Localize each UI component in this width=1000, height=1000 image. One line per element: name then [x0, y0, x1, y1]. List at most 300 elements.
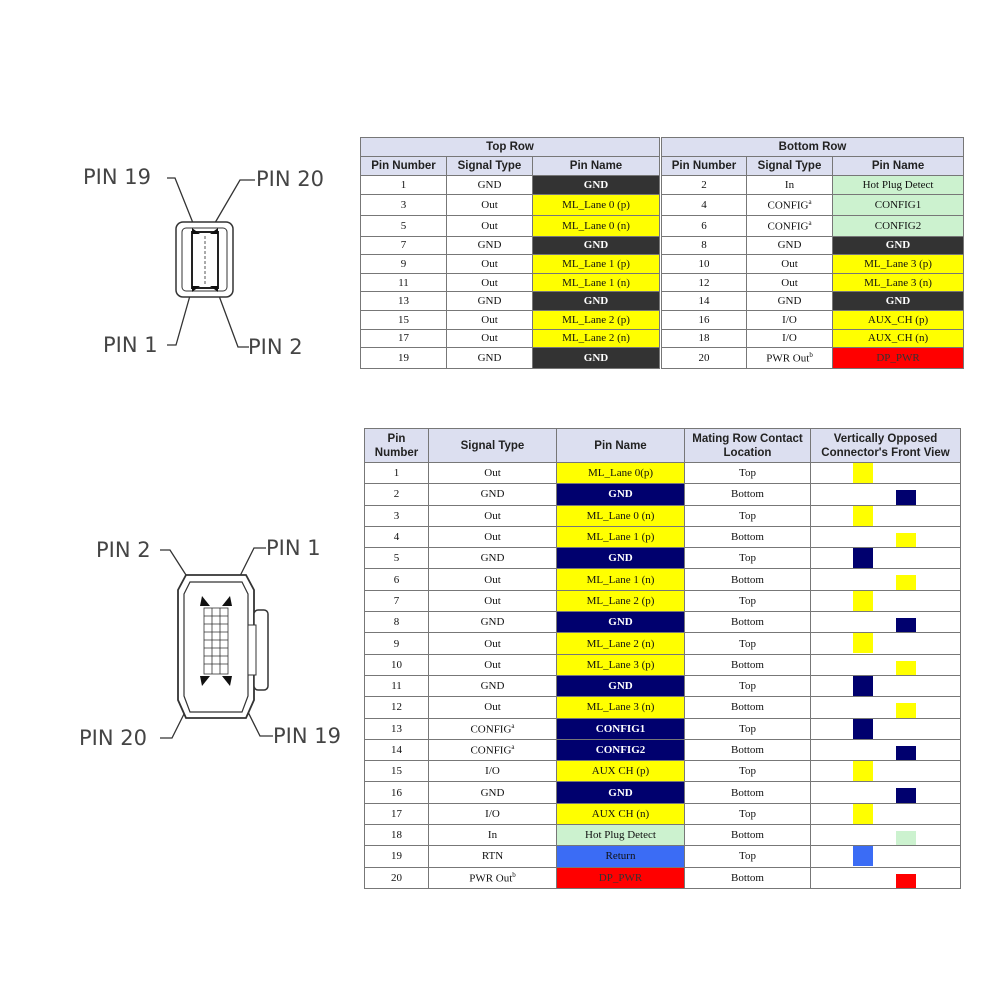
cell-type	[429, 718, 557, 739]
cell-btype	[747, 255, 833, 274]
cell-name	[557, 718, 685, 739]
cell-ttype	[447, 176, 533, 195]
col-header: Pin Number	[361, 157, 447, 176]
cell-tpin	[361, 236, 447, 255]
cell-text: GND	[480, 616, 505, 629]
cell-text: CONFIG2	[595, 744, 646, 756]
table-row	[365, 761, 961, 782]
cell-btype	[747, 194, 833, 215]
cell-text: Top	[739, 467, 756, 480]
cell-pin	[365, 697, 429, 718]
cell-text: 6	[701, 219, 707, 232]
cell-pin	[365, 782, 429, 803]
cell-pin	[365, 846, 429, 867]
cell-name	[557, 526, 685, 547]
table-row	[361, 176, 964, 195]
cell-ttype	[447, 236, 533, 255]
cell-text: 12	[391, 701, 402, 714]
table-row	[361, 273, 964, 292]
cell-text: 3	[393, 509, 400, 522]
col-header: Pin Name	[557, 429, 685, 463]
cell-type	[429, 803, 557, 824]
front-view-cell	[811, 803, 961, 824]
cell-text: Out	[484, 658, 501, 671]
cell-text: AUX CH (n)	[591, 807, 650, 820]
cell-name	[557, 782, 685, 803]
table-row	[361, 348, 964, 369]
cell-text: I/O	[782, 313, 797, 326]
cell-text: 20	[391, 871, 402, 884]
contact-square	[896, 703, 916, 718]
table-row	[365, 505, 961, 526]
cell-text: I/O	[485, 765, 500, 778]
cell-type	[429, 739, 557, 760]
label-pin2: PIN 2	[248, 335, 303, 359]
cell-ttype	[447, 329, 533, 348]
cell-text: 14	[698, 295, 710, 308]
cell-text: 4	[393, 531, 400, 544]
cell-name	[557, 846, 685, 867]
cell-name	[557, 590, 685, 611]
cell-text: Out	[481, 276, 498, 289]
footnote-mark: a	[808, 197, 812, 206]
cell-text: 20	[698, 352, 710, 365]
cell-text: GND	[480, 488, 505, 501]
front-view-cell	[811, 569, 961, 590]
contact-square	[853, 506, 873, 526]
cell-text: GND	[608, 786, 633, 799]
cell-btype	[747, 236, 833, 255]
cell-text: Bottom	[730, 488, 764, 501]
label-pin1: PIN 1	[103, 333, 158, 357]
cell-tname	[533, 348, 661, 369]
front-view-cell	[811, 718, 961, 739]
cell-type	[429, 846, 557, 867]
cell-text: GND	[477, 239, 502, 252]
cell-tname	[533, 255, 661, 274]
cell-text: 13	[391, 722, 402, 735]
cell-loc	[685, 654, 811, 675]
contact-square	[853, 761, 873, 781]
cell-text: ML_Lane 2 (n)	[562, 332, 630, 345]
cell-text: GND	[477, 352, 502, 365]
cell-text: Bottom	[730, 616, 764, 629]
cell-tpin	[361, 215, 447, 236]
cell-pin	[365, 463, 429, 484]
cell-bpin	[661, 348, 747, 369]
cell-tname	[533, 292, 661, 311]
cell-text: Top	[739, 765, 756, 778]
front-view-cell	[811, 697, 961, 718]
cell-bname	[833, 273, 964, 292]
cell-tpin	[361, 329, 447, 348]
cell-tpin	[361, 176, 447, 195]
cell-text: GND	[608, 552, 633, 565]
cell-text: Out	[484, 637, 501, 650]
cell-text: Top	[739, 680, 756, 693]
contact-square	[896, 831, 916, 846]
cell-text: 3	[400, 198, 407, 211]
footnote-mark: b	[809, 351, 813, 360]
cell-bpin	[661, 310, 747, 329]
cell-type	[429, 867, 557, 888]
footnote-mark: a	[511, 743, 515, 752]
footnote-mark: b	[512, 870, 516, 879]
cell-btype	[747, 176, 833, 195]
label-pin2-bottom: PIN 2	[96, 538, 151, 562]
cell-tname	[533, 236, 661, 255]
cell-loc	[685, 505, 811, 526]
table-row	[365, 484, 961, 505]
cell-text: Bottom	[730, 829, 764, 842]
cell-text: 8	[393, 616, 400, 629]
cell-type	[429, 505, 557, 526]
cell-pin	[365, 590, 429, 611]
cell-ttype	[447, 310, 533, 329]
cell-text: GND	[477, 295, 502, 308]
cell-bpin	[661, 255, 747, 274]
top-connector-diagram	[80, 160, 360, 370]
cell-text: 8	[701, 239, 707, 252]
cell-text: Out	[481, 219, 498, 232]
contact-square	[853, 676, 873, 696]
cell-text: 13	[398, 295, 409, 308]
cell-text: Out	[481, 332, 498, 345]
cell-text: 16	[698, 313, 710, 326]
table-row	[365, 782, 961, 803]
col-header: Signal Type	[747, 157, 833, 176]
cell-text: Out	[484, 701, 501, 714]
cell-text: 9	[393, 637, 400, 650]
cell-text: Top	[739, 637, 756, 650]
cell-text: Out	[481, 313, 498, 326]
cell-ttype	[447, 215, 533, 236]
cell-text: AUX_CH (n)	[867, 332, 929, 345]
cell-type	[429, 825, 557, 846]
cell-text: ML_Lane 3 (n)	[586, 701, 655, 714]
cell-loc	[685, 867, 811, 888]
cell-name	[557, 825, 685, 846]
cell-bname	[833, 348, 964, 369]
cell-type	[429, 569, 557, 590]
cell-name	[557, 867, 685, 888]
cell-text: CONFIG	[470, 744, 512, 757]
label-pin19-bottom: PIN 19	[273, 724, 341, 748]
contact-square	[853, 804, 873, 824]
cell-type	[429, 590, 557, 611]
cell-bpin	[661, 273, 747, 292]
cell-loc	[685, 697, 811, 718]
cell-text: 11	[391, 680, 402, 693]
cell-bpin	[661, 329, 747, 348]
cell-text: GND	[608, 488, 633, 501]
front-view-cell	[811, 654, 961, 675]
cell-pin	[365, 867, 429, 888]
cell-text: CONFIG	[470, 723, 512, 736]
cell-text: Return	[605, 850, 636, 863]
cell-text: Bottom	[730, 744, 764, 756]
cell-loc	[685, 548, 811, 569]
table-row	[361, 329, 964, 348]
table-row	[365, 569, 961, 590]
cell-text: GND	[583, 352, 609, 365]
cell-loc	[685, 463, 811, 484]
cell-type	[429, 654, 557, 675]
cell-text: Out	[484, 467, 501, 480]
cell-name	[557, 654, 685, 675]
cell-text: Top	[739, 850, 756, 863]
cell-name	[557, 675, 685, 696]
cell-bpin	[661, 176, 747, 195]
cell-btype	[747, 292, 833, 311]
cell-text: ML_Lane 2 (n)	[586, 637, 655, 650]
cell-name	[557, 612, 685, 633]
cell-loc	[685, 590, 811, 611]
cell-loc	[685, 825, 811, 846]
cell-text: GND	[608, 616, 633, 629]
cell-text: GND	[777, 239, 802, 252]
cell-text: I/O	[782, 332, 797, 345]
cell-loc	[685, 526, 811, 547]
cell-text: 15	[398, 313, 409, 326]
cell-pin	[365, 484, 429, 505]
cell-text: 14	[391, 744, 402, 756]
cell-text: 17	[391, 807, 402, 820]
cell-bpin	[661, 215, 747, 236]
cell-btype	[747, 310, 833, 329]
cell-loc	[685, 612, 811, 633]
cell-text: ML_Lane 1 (n)	[562, 276, 630, 289]
cell-ttype	[447, 255, 533, 274]
cell-name	[557, 803, 685, 824]
front-view-cell	[811, 825, 961, 846]
cell-tpin	[361, 310, 447, 329]
cell-text: Top	[739, 509, 756, 522]
cell-text: GND	[583, 239, 609, 252]
cell-loc	[685, 484, 811, 505]
cell-text: RTN	[481, 850, 504, 863]
footnote-mark: a	[808, 218, 812, 227]
cell-text: 1	[393, 467, 400, 480]
contact-square	[896, 874, 916, 889]
table-row	[365, 697, 961, 718]
contact-square	[853, 846, 873, 866]
cell-text: GND	[885, 239, 911, 252]
cell-type	[429, 612, 557, 633]
front-view-cell	[811, 782, 961, 803]
cell-text: Bottom	[730, 531, 764, 544]
front-view-cell	[811, 675, 961, 696]
label-pin19: PIN 19	[83, 165, 151, 189]
cell-text: CONFIG	[767, 199, 809, 212]
cell-tpin	[361, 194, 447, 215]
col-header: Pin Name	[833, 157, 964, 176]
cell-btype	[747, 329, 833, 348]
cell-pin	[365, 654, 429, 675]
table-row	[365, 825, 961, 846]
cell-loc	[685, 718, 811, 739]
table-row	[365, 846, 961, 867]
cell-text: 1	[400, 178, 407, 191]
cell-text: GND	[608, 680, 633, 693]
cell-bname	[833, 255, 964, 274]
cell-text: 7	[400, 239, 407, 252]
group-header-top-row: Top Row	[361, 138, 661, 157]
cell-text: 17	[398, 332, 409, 345]
cell-type	[429, 697, 557, 718]
cell-bname	[833, 236, 964, 255]
cell-text: 12	[698, 276, 710, 289]
col-header: Signal Type	[429, 429, 557, 463]
cell-tpin	[361, 348, 447, 369]
cell-text: PWR Out	[766, 352, 810, 365]
cell-pin	[365, 803, 429, 824]
contact-square	[896, 575, 916, 590]
cell-text: ML_Lane 3 (p)	[864, 257, 932, 270]
cell-text: DP_PWR	[598, 871, 643, 884]
cell-name	[557, 484, 685, 505]
table-row	[361, 194, 964, 215]
cell-text: GND	[480, 680, 505, 693]
cell-bpin	[661, 292, 747, 311]
front-view-cell	[811, 463, 961, 484]
table-row	[365, 633, 961, 654]
cell-text: ML_Lane 3 (p)	[586, 658, 655, 671]
cell-pin	[365, 718, 429, 739]
cell-pin	[365, 825, 429, 846]
front-view-cell	[811, 484, 961, 505]
cell-text: 5	[393, 552, 400, 565]
cell-btype	[747, 215, 833, 236]
table-row	[365, 590, 961, 611]
cell-type	[429, 526, 557, 547]
cell-tpin	[361, 255, 447, 274]
cell-bname	[833, 176, 964, 195]
cell-name	[557, 505, 685, 526]
cell-loc	[685, 739, 811, 760]
front-view-cell	[811, 761, 961, 782]
cell-text: ML_Lane 2 (p)	[586, 594, 655, 607]
cell-text: Top	[739, 807, 756, 820]
cell-text: 16	[391, 786, 402, 799]
col-header: Pin Number	[365, 429, 429, 463]
front-view-cell	[811, 612, 961, 633]
table-row	[361, 292, 964, 311]
cell-name	[557, 633, 685, 654]
cell-tpin	[361, 292, 447, 311]
cell-text: Top	[739, 552, 756, 565]
cell-loc	[685, 633, 811, 654]
cell-text: GND	[477, 178, 502, 191]
front-view-cell	[811, 633, 961, 654]
cell-btype	[747, 348, 833, 369]
footnote-mark: a	[511, 721, 515, 730]
table-row	[365, 675, 961, 696]
cell-pin	[365, 548, 429, 569]
table-row	[361, 310, 964, 329]
cell-pin	[365, 612, 429, 633]
front-view-cell	[811, 867, 961, 888]
cell-text: 10	[391, 658, 402, 671]
cell-text: I/O	[485, 807, 500, 820]
cell-text: 6	[393, 573, 400, 586]
bottom-connector-diagram	[76, 530, 361, 760]
cell-text: GND	[480, 786, 505, 799]
cell-text: ML_Lane 0 (n)	[586, 509, 655, 522]
front-view-cell	[811, 739, 961, 760]
cell-tname	[533, 329, 661, 348]
group-header-bottom-row: Bottom Row	[661, 138, 964, 157]
cell-name	[557, 463, 685, 484]
contact-square	[896, 618, 916, 633]
cell-text: GND	[583, 295, 609, 308]
col-header: Signal Type	[447, 157, 533, 176]
label-pin1-bottom: PIN 1	[266, 536, 321, 560]
table-row	[361, 255, 964, 274]
cell-tname	[533, 215, 661, 236]
contact-square	[896, 746, 916, 761]
table-row	[365, 718, 961, 739]
contact-square	[853, 591, 873, 611]
contact-square	[853, 463, 873, 483]
contact-square	[896, 661, 916, 676]
cell-text: Bottom	[730, 701, 764, 714]
cell-name	[557, 569, 685, 590]
cell-text: Bottom	[730, 786, 764, 799]
front-view-cell	[811, 526, 961, 547]
cell-ttype	[447, 292, 533, 311]
cell-name	[557, 548, 685, 569]
pin-table-vertical-connector	[364, 428, 961, 889]
cell-type	[429, 484, 557, 505]
cell-text: ML_Lane 1 (n)	[586, 573, 655, 586]
cell-loc	[685, 761, 811, 782]
cell-text: Out	[781, 276, 798, 289]
cell-pin	[365, 569, 429, 590]
cell-pin	[365, 526, 429, 547]
cell-text: PWR Out	[469, 872, 513, 885]
cell-type	[429, 463, 557, 484]
cell-text: GND	[885, 295, 911, 308]
cell-type	[429, 548, 557, 569]
cell-btype	[747, 273, 833, 292]
cell-text: 4	[701, 198, 707, 211]
cell-text: 7	[393, 594, 400, 607]
cell-text: Top	[739, 594, 756, 607]
cell-text: Out	[481, 257, 498, 270]
cell-text: CONFIG	[767, 220, 809, 233]
cell-text: ML_Lane 0(p)	[587, 467, 654, 480]
cell-name	[557, 761, 685, 782]
cell-tname	[533, 273, 661, 292]
cell-text: DP_PWR	[876, 352, 920, 365]
cell-text: Hot Plug Detect	[585, 829, 656, 842]
table-row	[365, 526, 961, 547]
contact-square	[853, 548, 873, 568]
cell-text: In	[487, 829, 498, 842]
cell-tname	[533, 176, 661, 195]
cell-bname	[833, 329, 964, 348]
table-row	[365, 612, 961, 633]
cell-tname	[533, 310, 661, 329]
cell-pin	[365, 675, 429, 696]
cell-ttype	[447, 348, 533, 369]
cell-text: ML_Lane 0 (n)	[562, 219, 630, 232]
cell-text: Out	[484, 509, 501, 522]
cell-bname	[833, 292, 964, 311]
table-row	[365, 654, 961, 675]
cell-text: 11	[398, 276, 409, 289]
